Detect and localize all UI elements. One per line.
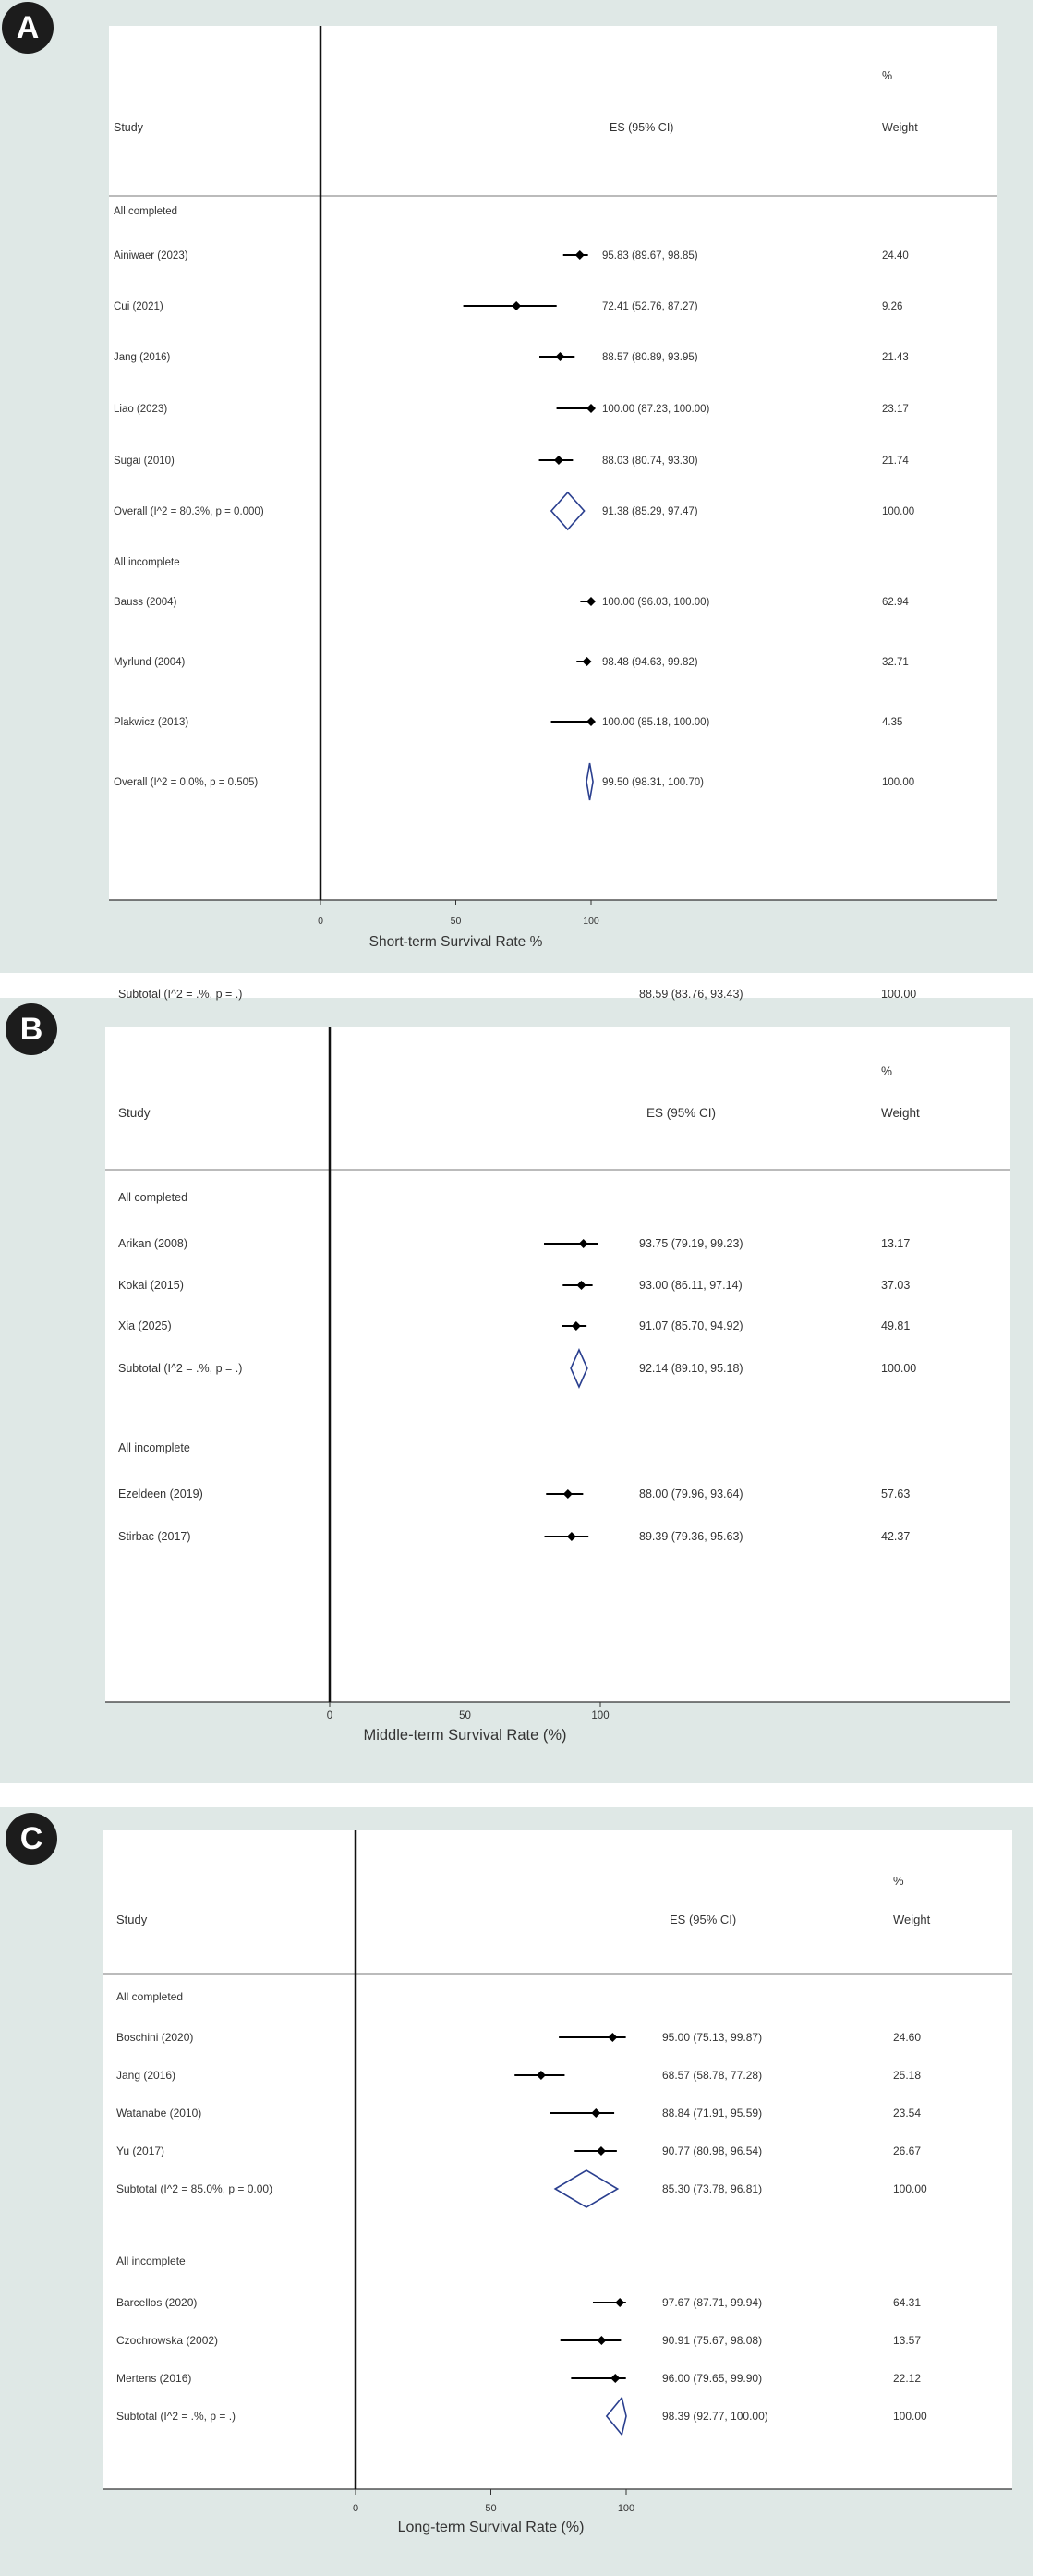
estimate-text: 100.00 (87.23, 100.00): [602, 404, 710, 415]
header-weight: Weight: [881, 1106, 920, 1120]
x-tick-label: 0: [326, 1710, 333, 1721]
pooled-label: Subtotal (I^2 = 85.0%, p = 0.00): [116, 2182, 273, 2195]
x-axis-title: Short-term Survival Rate %: [368, 934, 543, 950]
forest-plot-c: [0, 1807, 1033, 2576]
group-label: All incomplete: [116, 2254, 186, 2267]
x-tick-label: 0: [318, 916, 323, 927]
header-study: Study: [118, 1106, 151, 1120]
weight-value: 49.81: [881, 1319, 911, 1332]
estimate-text: 85.30 (73.78, 96.81): [662, 2182, 763, 2195]
weight-value: 100.00: [881, 1362, 917, 1375]
estimate-text: 95.00 (75.13, 99.87): [662, 2031, 763, 2044]
study-label: Mertens (2016): [116, 2372, 192, 2385]
panel-c-badge: C: [6, 1813, 57, 1865]
weight-value: 57.63: [881, 1488, 911, 1501]
plot-area: [103, 1830, 1012, 2489]
weight-value: 13.17: [881, 1237, 911, 1250]
estimate-text: 88.84 (71.91, 95.59): [662, 2107, 763, 2120]
study-label: Ainiwaer (2023): [114, 250, 188, 261]
study-label: Sugai (2010): [114, 456, 175, 467]
estimate-text: 95.83 (89.67, 98.85): [602, 250, 698, 261]
weight-value: 21.43: [882, 352, 909, 363]
group-label: All completed: [114, 206, 178, 217]
estimate-text: 100.00 (85.18, 100.00): [602, 717, 710, 728]
weight-value: 23.17: [882, 404, 909, 415]
estimate-text: 96.00 (79.65, 99.90): [662, 2372, 763, 2385]
pooled-label: Subtotal (I^2 = .%, p = .): [116, 2410, 236, 2423]
study-label: Watanabe (2010): [116, 2107, 202, 2120]
x-tick-label: 50: [459, 1710, 471, 1721]
study-label: Jang (2016): [114, 352, 171, 363]
header-weight: Weight: [882, 121, 918, 134]
weight-value: 100.00: [893, 2182, 927, 2195]
study-label: Boschini (2020): [116, 2031, 194, 2044]
forest-plot-b: [0, 988, 1033, 1783]
weight-value: 37.03: [881, 1279, 911, 1292]
forest-plot-a: [0, 0, 1033, 973]
study-label: Xia (2025): [118, 1319, 172, 1332]
estimate-text: 88.59 (83.76, 93.43): [639, 988, 743, 1001]
x-tick-label: 100: [591, 1710, 610, 1721]
weight-value: 23.54: [893, 2107, 922, 2120]
study-label: Barcellos (2020): [116, 2296, 198, 2309]
panel-c-background: [0, 1807, 1033, 2576]
estimate-text: 91.07 (85.70, 94.92): [639, 1319, 743, 1332]
header-study: Study: [116, 1913, 148, 1926]
group-label: All incomplete: [114, 557, 180, 568]
estimate-text: 100.00 (96.03, 100.00): [602, 597, 710, 608]
pooled-label: Subtotal (I^2 = .%, p = .): [118, 1362, 243, 1375]
study-label: Kokai (2015): [118, 1279, 184, 1292]
estimate-text: 92.14 (89.10, 95.18): [639, 1362, 743, 1375]
estimate-text: 97.67 (87.71, 99.94): [662, 2296, 763, 2309]
header-es: ES (95% CI): [610, 121, 674, 134]
weight-value: 100.00: [893, 2410, 927, 2423]
weight-value: 64.31: [893, 2296, 922, 2309]
weight-value: 21.74: [882, 456, 909, 467]
weight-value: 100.00: [882, 506, 915, 517]
estimate-text: 99.50 (98.31, 100.70): [602, 777, 704, 788]
x-axis-title: Middle-term Survival Rate (%): [363, 1727, 567, 1744]
estimate-text: 91.38 (85.29, 97.47): [602, 506, 698, 517]
x-tick-label: 100: [583, 916, 599, 927]
study-label: Cui (2021): [114, 301, 163, 312]
study-label: Czochrowska (2002): [116, 2334, 219, 2347]
header-es: ES (95% CI): [670, 1913, 737, 1926]
study-label: Bauss (2004): [114, 597, 177, 608]
group-label: All incomplete: [118, 1441, 190, 1454]
study-label: Ezeldeen (2019): [118, 1488, 203, 1501]
header-study: Study: [114, 121, 143, 134]
panel-a-background: [0, 0, 1033, 973]
weight-value: 22.12: [893, 2372, 922, 2385]
pooled-label: Overall (I^2 = 80.3%, p = 0.000): [114, 506, 264, 517]
header-weight: Weight: [893, 1913, 931, 1926]
estimate-text: 88.00 (79.96, 93.64): [639, 1488, 743, 1501]
group-label: All completed: [118, 1191, 188, 1204]
estimate-text: 98.48 (94.63, 99.82): [602, 657, 698, 668]
estimate-text: 89.39 (79.36, 95.63): [639, 1530, 743, 1543]
estimate-text: 90.77 (80.98, 96.54): [662, 2145, 763, 2157]
weight-value: 9.26: [882, 301, 903, 312]
plot-area: [109, 26, 997, 900]
study-label: Yu (2017): [116, 2145, 165, 2157]
x-tick-label: 50: [450, 916, 462, 927]
weight-value: 13.57: [893, 2334, 922, 2347]
weight-value: 62.94: [882, 597, 909, 608]
header-percent: %: [881, 1064, 893, 1078]
pooled-label: Subtotal (I^2 = .%, p = .): [118, 988, 243, 1001]
x-tick-label: 100: [617, 2503, 635, 2514]
weight-value: 24.60: [893, 2031, 922, 2044]
weight-value: 4.35: [882, 717, 903, 728]
estimate-text: 93.75 (79.19, 99.23): [639, 1237, 743, 1250]
estimate-text: 90.91 (75.67, 98.08): [662, 2334, 763, 2347]
estimate-text: 72.41 (52.76, 87.27): [602, 301, 698, 312]
study-label: Jang (2016): [116, 2069, 176, 2082]
estimate-text: 93.00 (86.11, 97.14): [639, 1279, 743, 1292]
study-label: Plakwicz (2013): [114, 717, 189, 728]
panel-a-badge: A: [2, 2, 54, 54]
panel-b-background: [0, 988, 1033, 1783]
weight-value: 42.37: [881, 1530, 911, 1543]
estimate-text: 88.03 (80.74, 93.30): [602, 456, 698, 467]
study-label: Stirbac (2017): [118, 1530, 191, 1543]
estimate-text: 88.57 (80.89, 93.95): [602, 352, 698, 363]
weight-value: 24.40: [882, 250, 909, 261]
weight-value: 32.71: [882, 657, 909, 668]
panel-b-badge: B: [6, 1003, 57, 1055]
header-percent: %: [893, 1874, 904, 1888]
weight-value: 25.18: [893, 2069, 922, 2082]
x-axis-title: Long-term Survival Rate (%): [397, 2520, 585, 2535]
pooled-label: Overall (I^2 = 0.0%, p = 0.505): [114, 777, 259, 788]
header-es: ES (95% CI): [646, 1106, 717, 1120]
estimate-text: 68.57 (58.78, 77.28): [662, 2069, 763, 2082]
study-label: Liao (2023): [114, 404, 168, 415]
weight-value: 100.00: [882, 777, 915, 788]
x-tick-label: 50: [485, 2503, 497, 2514]
weight-value: 100.00: [881, 988, 917, 1001]
study-label: Myrlund (2004): [114, 657, 186, 668]
estimate-text: 98.39 (92.77, 100.00): [662, 2410, 768, 2423]
study-label: Arikan (2008): [118, 1237, 188, 1250]
group-label: All completed: [116, 1990, 184, 2003]
header-percent: %: [882, 69, 893, 82]
x-tick-label: 0: [352, 2503, 359, 2514]
weight-value: 26.67: [893, 2145, 922, 2157]
